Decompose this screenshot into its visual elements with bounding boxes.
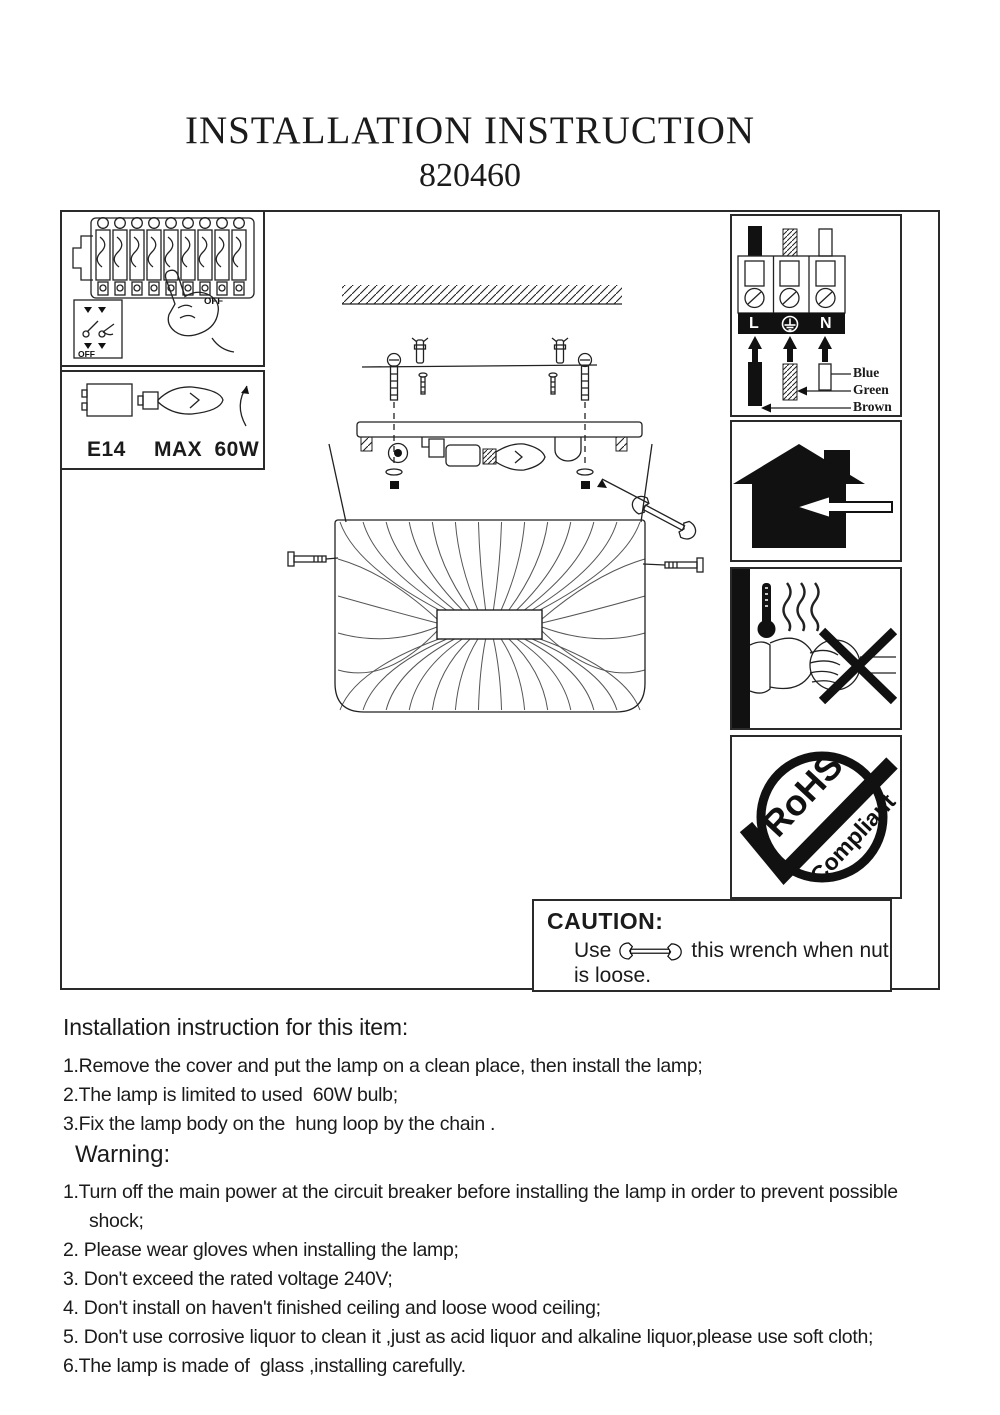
rohs-compliant-badge — [732, 737, 900, 897]
mounting-screw-right — [579, 354, 592, 401]
instructions-section — [63, 1014, 943, 1139]
model-number: 820460 — [419, 157, 521, 194]
small-screw-right — [549, 373, 557, 394]
max-power-label: MAX 60W — [154, 438, 260, 461]
instruction-item: 1.Remove the cover and put the lamp on a clean place, then install the lamp; — [63, 1055, 703, 1077]
ceiling-lamp-assembly-diagram — [272, 270, 722, 730]
page-title — [0, 108, 940, 195]
switch-off-label: OFF — [78, 349, 95, 359]
caution-box — [532, 899, 892, 992]
wall-anchor-icons — [412, 338, 568, 363]
candle-bulb-icon — [62, 372, 261, 434]
rohs-compliant-text: Compliant — [804, 788, 900, 889]
instruction-item: 3.Fix the lamp body on the hung loop by the chain . — [63, 1113, 496, 1135]
rotation-arrow-icon — [240, 386, 249, 426]
indoor-use-house-icon — [732, 422, 900, 560]
rohs-panel — [730, 735, 902, 899]
caution-heading: CAUTION: — [547, 908, 664, 934]
rohs-text: RoHS — [753, 744, 851, 845]
ceiling-hatch — [342, 285, 622, 304]
warning-item: 3. Don't exceed the rated voltage 240V; — [63, 1268, 393, 1290]
mounting-screw-left — [388, 354, 401, 401]
warning-item: 5. Don't use corrosive liquor to clean it ,just as acid liquor and alkaline liquor,please use soft cloth; — [63, 1326, 874, 1348]
bulb-in-base — [483, 444, 545, 470]
caution-text-before: Use — [574, 939, 612, 962]
bulb-spec-box — [62, 370, 265, 470]
instruction-item: 2.The lamp is limited to used 60W bulb; — [63, 1084, 398, 1106]
glass-shade-diagram — [335, 520, 645, 712]
wrench-icon — [619, 941, 683, 961]
heat-waves — [784, 583, 819, 631]
diagram-area — [60, 210, 940, 990]
breaker-switches — [96, 218, 246, 295]
wire-label-green: Green — [853, 382, 889, 397]
caution-text-after: this wrench when nut — [691, 939, 889, 962]
warning-item: 1.Turn off the main power at the circuit breaker before installing the lamp in order to prevent possible shock; — [63, 1181, 903, 1232]
wiring-diagram-panel — [730, 214, 902, 417]
wire-label-blue: Blue — [853, 365, 880, 380]
fixing-nuts — [386, 469, 593, 489]
circuit-breaker-panel-icon — [62, 212, 261, 363]
breaker-off-label: OFF — [204, 296, 223, 307]
bulb-glyph — [138, 387, 223, 414]
instructions-heading: Installation instruction for this item: — [63, 1014, 409, 1040]
breaker-panel-box — [62, 212, 265, 367]
side-bolt-left — [288, 552, 338, 566]
small-screw-left — [419, 373, 427, 394]
wall-switch-off-icon — [74, 300, 122, 359]
terminal-neutral-label: N — [820, 315, 832, 332]
thermometer-icon — [758, 583, 776, 638]
lamp-socket-icon — [82, 384, 132, 416]
warning-item: 4. Don't install on haven't finished ceiling and loose wood ceiling; — [63, 1297, 601, 1319]
hot-surface-no-touch-icon — [732, 569, 900, 728]
wire-arrows — [748, 336, 832, 362]
caution-line2: is loose. — [574, 964, 652, 987]
warning-heading: Warning: — [75, 1141, 171, 1168]
terminal-live-label: L — [749, 315, 759, 332]
wire-label-brown: Brown — [853, 399, 892, 414]
warning-item: 6.The lamp is made of glass ,installing carefully. — [63, 1355, 466, 1377]
hanging-loop — [555, 437, 581, 461]
lamp-base-plate — [357, 422, 642, 470]
warning-item: 2. Please wear gloves when installing the lamp; — [63, 1239, 459, 1261]
hot-surface-panel — [730, 567, 902, 730]
document-title: INSTALLATION INSTRUCTION — [184, 109, 756, 152]
side-bolt-right — [643, 558, 703, 572]
warning-section — [63, 1141, 908, 1381]
socket-type-label: E14 — [87, 438, 126, 461]
indoor-use-panel — [730, 420, 902, 562]
